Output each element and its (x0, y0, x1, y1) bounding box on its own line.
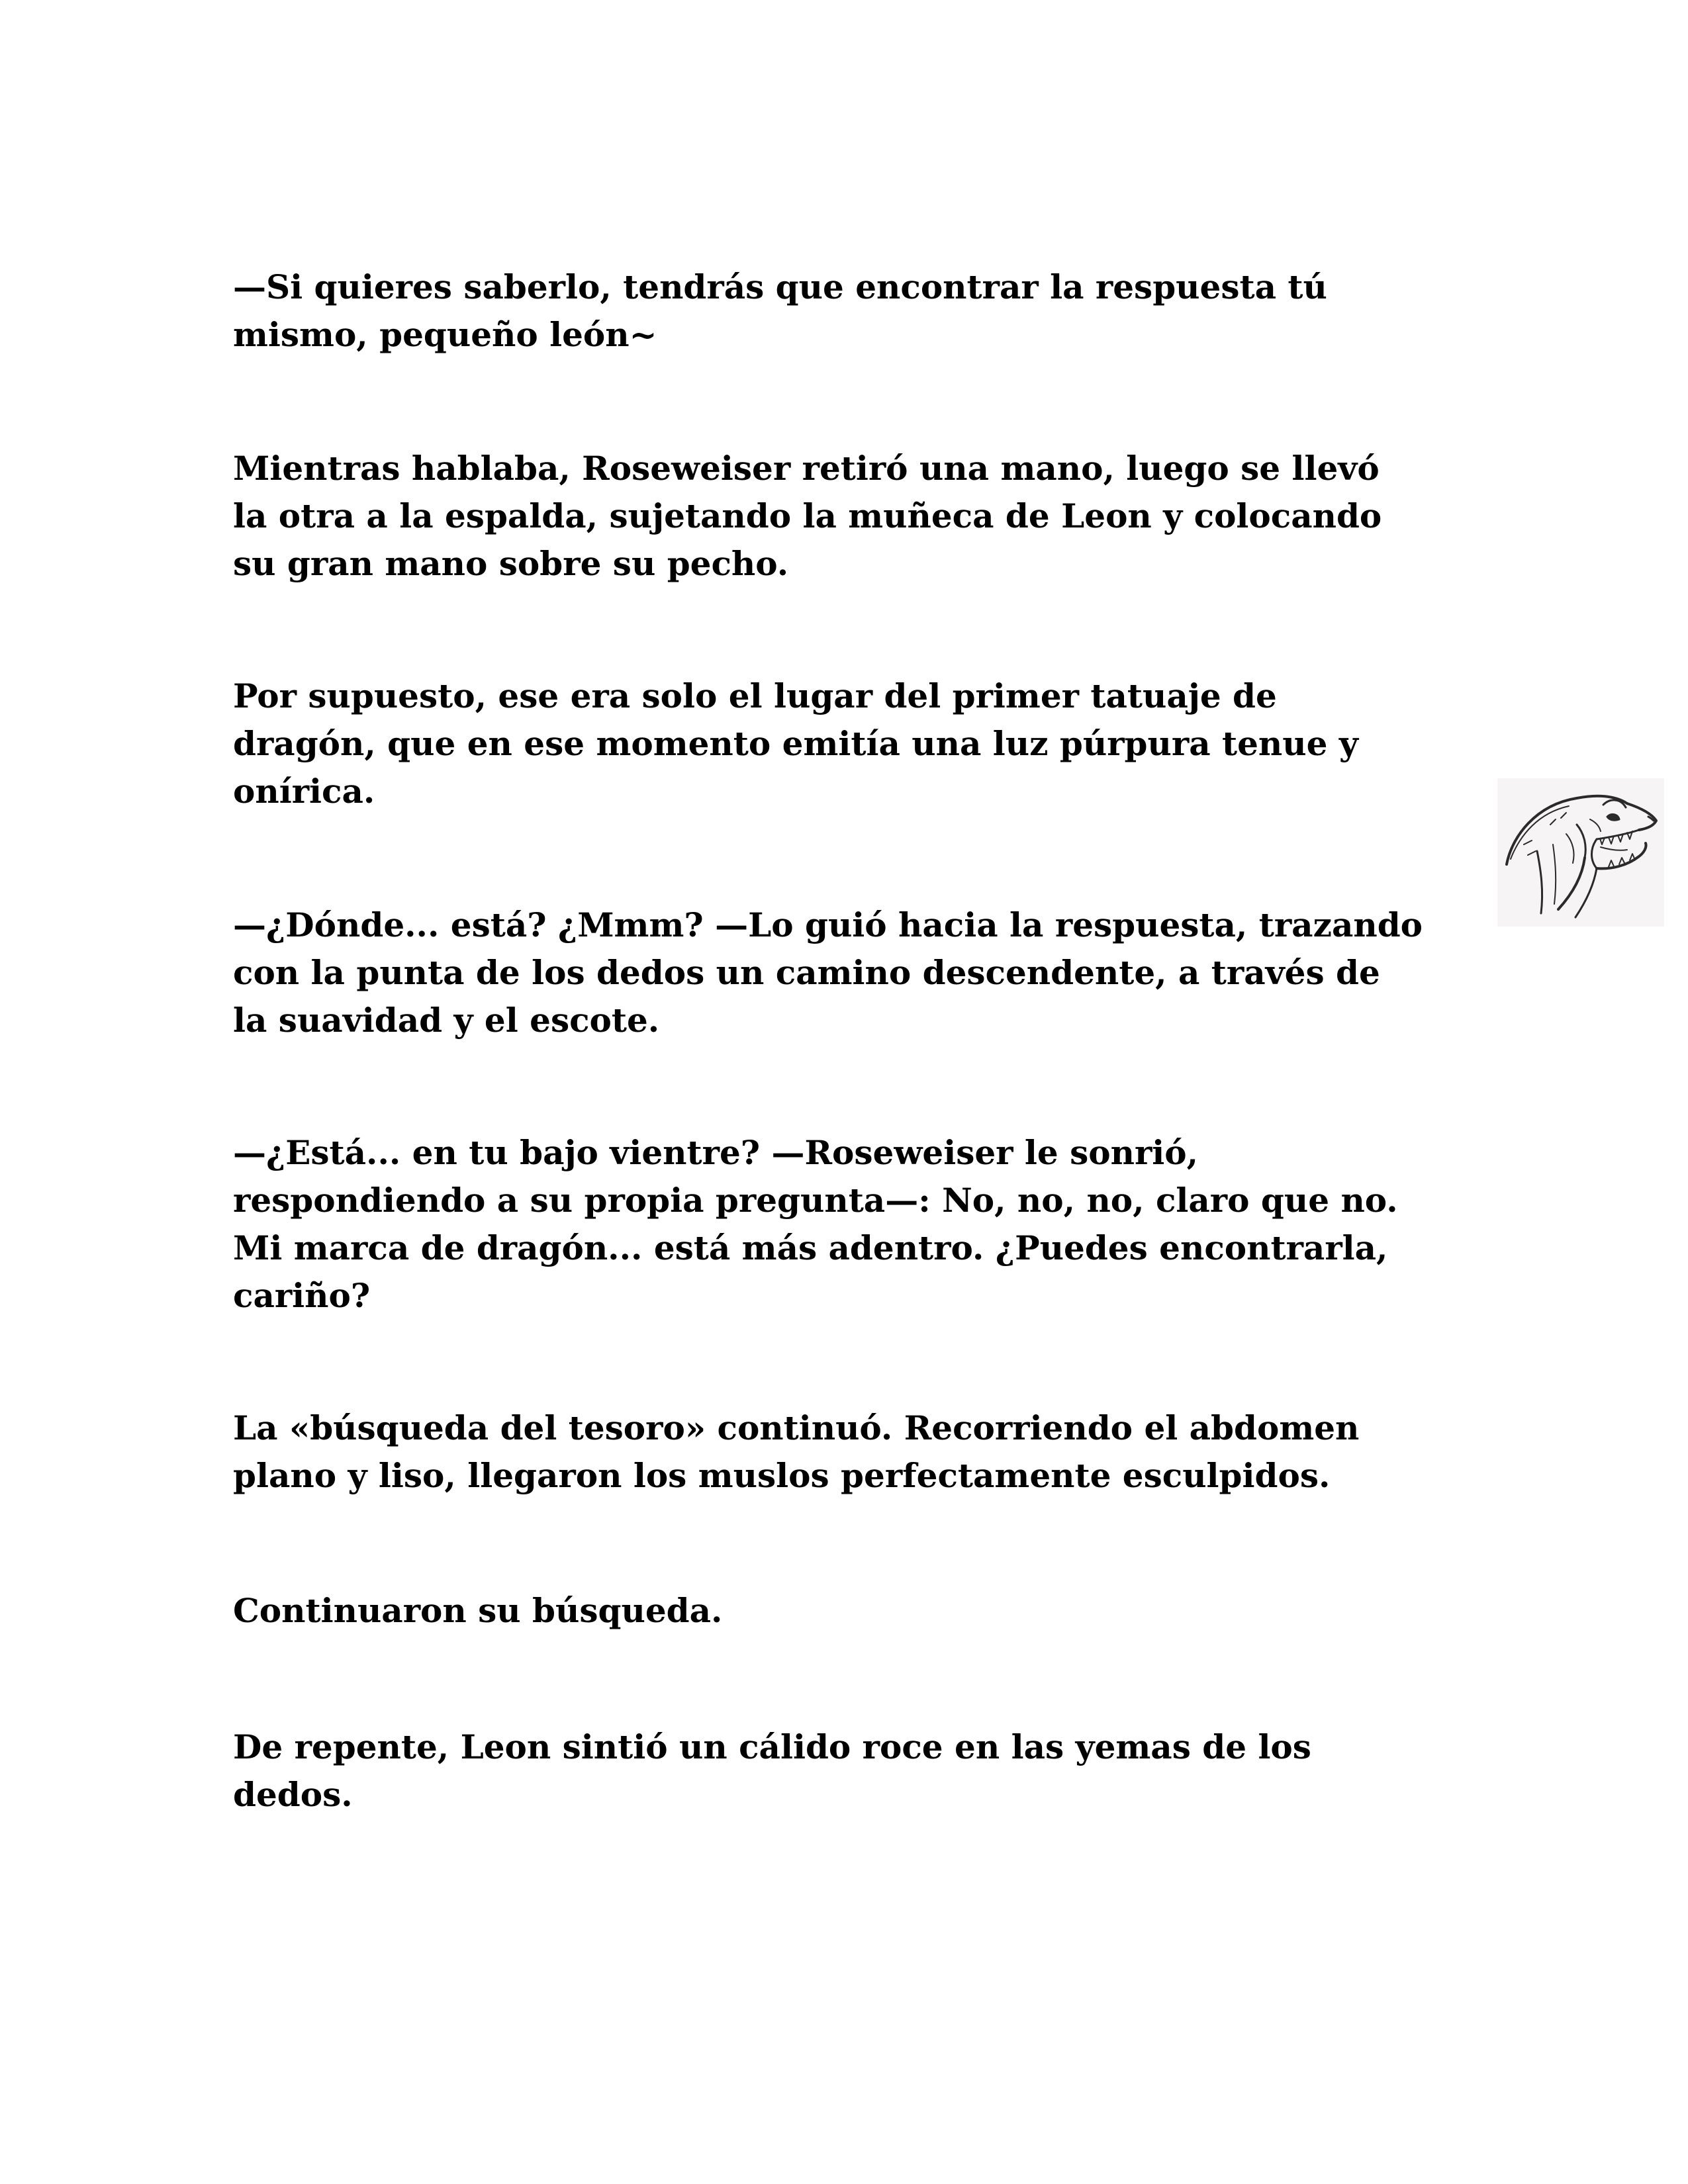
dragon-head-sketch-icon (1497, 778, 1664, 927)
paragraph-5-line-3: Mi marca de dragón... está más adentro. ¿Puedes encontrarla, (233, 1228, 1388, 1267)
paragraph-4-line-3: la suavidad y el escote. (233, 1001, 660, 1040)
paragraph-3 (233, 672, 1464, 815)
paragraph-8-line-1: De repente, Leon sintió un cálido roce en las yemas de los (233, 1727, 1311, 1766)
paragraph-5-line-4: cariño? (233, 1276, 371, 1315)
paragraph-3-line-3: onírica. (233, 772, 375, 811)
paragraph-2 (233, 445, 1464, 588)
paragraph-6 (233, 1404, 1464, 1500)
paragraph-4-line-1: —¿Dónde... está? ¿Mmm? —Lo guió hacia la respuesta, trazando (233, 905, 1423, 944)
paragraph-3-line-1: Por supuesto, ese era solo el lugar del primer tatuaje de (233, 676, 1277, 715)
paragraph-6-line-2: plano y liso, llegaron los muslos perfectamente esculpidos. (233, 1456, 1331, 1495)
paragraph-1-line-1: —Si quieres saberlo, tendrás que encontrar la respuesta tú (233, 267, 1327, 306)
paragraph-5-line-2: respondiendo a su propia pregunta—: No, no, no, claro que no. (233, 1181, 1398, 1220)
paragraph-7 (233, 1587, 1464, 1635)
paragraph-7-line-1: Continuaron su búsqueda. (233, 1591, 723, 1630)
paragraph-4-line-2: con la punta de los dedos un camino descendente, a través de (233, 953, 1380, 992)
paragraph-8-line-2: dedos. (233, 1775, 353, 1814)
paragraph-5 (233, 1129, 1464, 1320)
paragraph-4 (233, 901, 1464, 1044)
paragraph-2-line-2: la otra a la espalda, sujetando la muñeca de Leon y colocando (233, 496, 1382, 535)
paragraph-1-line-2: mismo, pequeño león~ (233, 315, 657, 354)
paragraph-2-line-3: su gran mano sobre su pecho. (233, 544, 789, 583)
paragraph-1 (233, 263, 1464, 359)
paragraph-3-line-2: dragón, que en ese momento emitía una luz púrpura tenue y (233, 724, 1358, 763)
paragraph-2-line-1: Mientras hablaba, Roseweiser retiró una mano, luego se llevó (233, 449, 1380, 488)
paragraph-6-line-1: La «búsqueda del tesoro» continuó. Recorriendo el abdomen (233, 1408, 1360, 1447)
paragraph-8 (233, 1723, 1464, 1819)
paragraph-5-line-1: —¿Está... en tu bajo vientre? —Roseweiser le sonrió, (233, 1133, 1199, 1172)
